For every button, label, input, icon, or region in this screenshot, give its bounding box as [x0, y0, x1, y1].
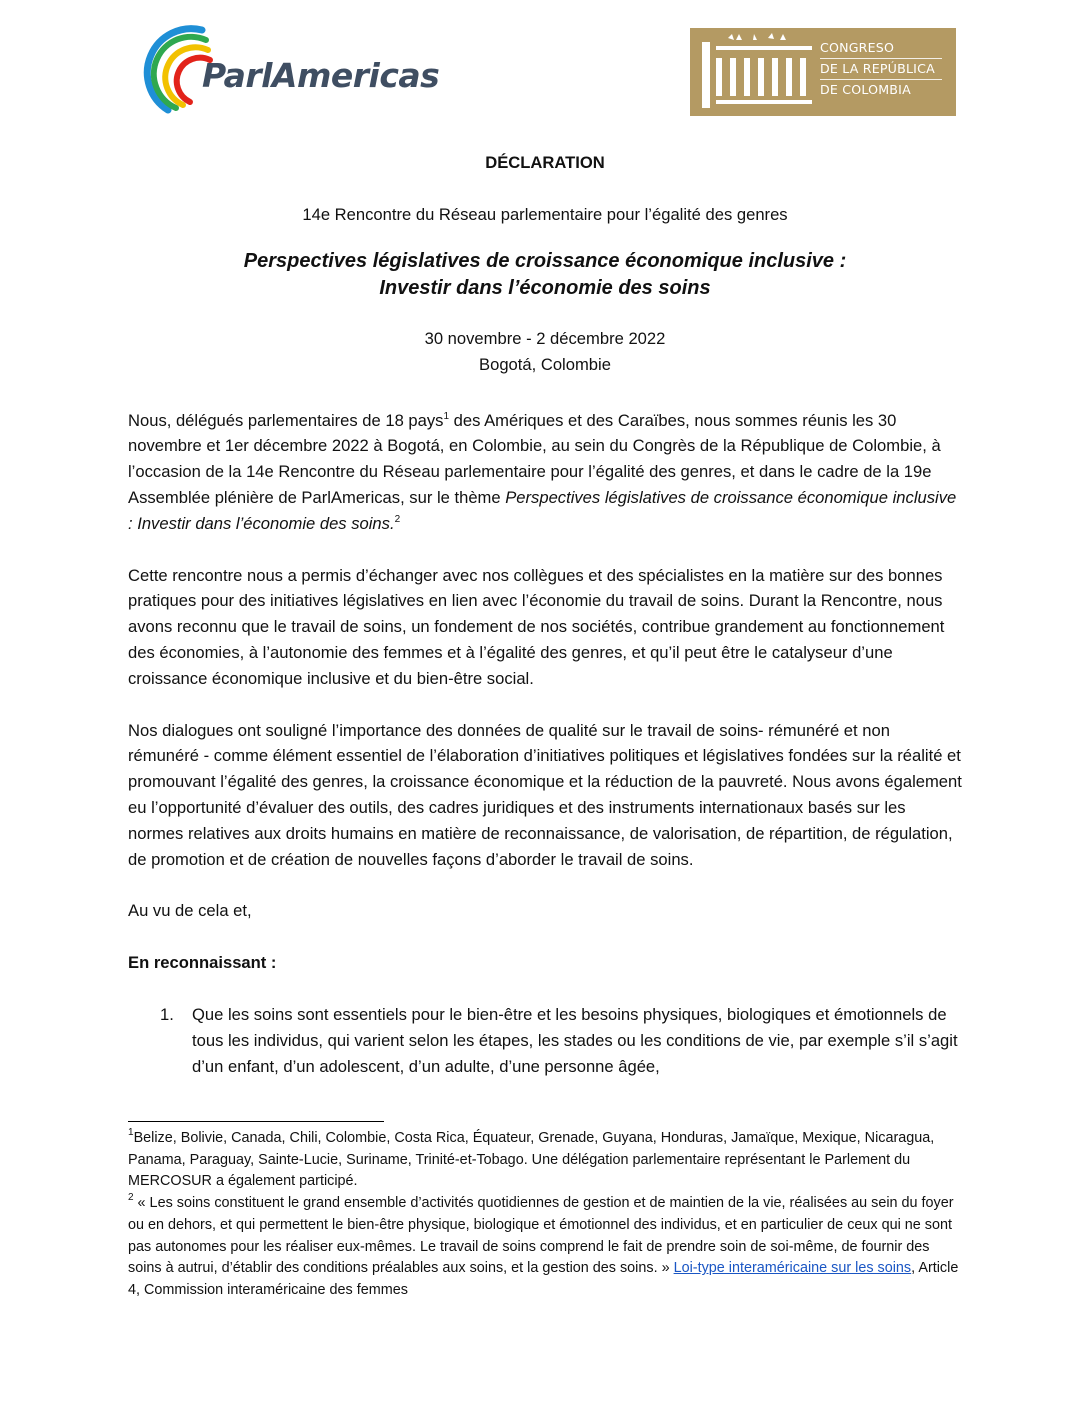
footnote-1: [128, 1128, 962, 1193]
congreso-colombia-logo: [690, 28, 956, 116]
congreso-wordmark: [820, 38, 942, 100]
event-dates: 30 novembre - 2 décembre 2022: [424, 328, 666, 348]
congreso-line-3: DE COLOMBIA: [820, 82, 911, 97]
recognizing-list: [128, 1002, 962, 1079]
paragraph-4: Au vu de cela et,: [128, 901, 252, 921]
list-item-text: Que les soins sont essentiels pour le bien-être et les besoins physiques, biologiques et émotionnels de tous les individus, qui varient selon les étapes, les stades ou les conditions de vie, par exemple s’il s’agit d’un enfant, d’un adolescent, d’un adulte, d’une personne âgée,: [192, 1004, 958, 1076]
footnote-2-after: , Article 4, Commission interaméricaine des femmes: [128, 1260, 959, 1298]
footnote-2-text: « Les soins constituent le grand ensemble d’activités quotidiennes de gestion et de maintien de la vie, réalisées au sein du foyer ou en dehors, et qui permettent le bien-être physique, biologique et émotionnel des individus, et en particulier de ceux qui ne sont pas autonomes pour les réaliser eux-mêmes. Le travail de soins comprend le fait de prendre soin de soi-même, de fournir des soins à autrui, d’établir des conditions préalables aux soins, et la gestion des soins. »: [128, 1195, 954, 1277]
parlamericas-logo: [140, 22, 470, 114]
paragraph-2: Cette rencontre nous a permis d’échanger avec nos collègues et des spécialistes en la matière sur des bonnes pratiques pour des initiatives législatives en lien avec l’économie du travail de soins. Durant la Rencontre, nous avons reconnu que le travail de soins, un fondement de nos sociétés, contribue grandement au fonctionnement des économies, à l’autonomie des femmes et à l’égalité des genres, et qu’il peut être le catalyseur d’une croissance économique inclusive et du bien-être social.: [128, 565, 945, 688]
footnote-ref-1[interactable]: 1: [443, 410, 450, 422]
congreso-line-1: CONGRESO: [820, 38, 942, 59]
date-location: [128, 326, 962, 378]
declaration-title: [128, 248, 962, 302]
paragraph-1-part-a: Nous, délégués parlementaires de 18 pays: [128, 410, 444, 430]
capitol-building-icon: [690, 28, 820, 116]
meeting-name: 14e Rencontre du Réseau parlementaire pour l’égalité des genres: [302, 204, 788, 224]
list-item-number: 1.: [160, 1004, 174, 1024]
footnote-2-number: 2: [128, 1192, 134, 1204]
parlamericas-wordmark: ParlAmericas: [202, 56, 440, 95]
declaration-heading: DÉCLARATION: [485, 153, 605, 172]
footnotes: [128, 1128, 962, 1302]
footnote-separator: [128, 1121, 384, 1122]
paragraph-3: Nos dialogues ont souligné l’importance des données de qualité sur le travail de soins- rémunéré et non rémunéré - comme élément essentiel de l’élaboration d’initiatives politiques et législatives fondées sur la réalité et promouvant l’égalité des genres, la croissance économique et la réduction de la pauvreté. Nous avons également eu l’opportunité d’évaluer des outils, des cadres juridiques et des instruments internationaux basés sur les normes relatives aux droits humains en matière de reconnaissance, de valorisation, de répartition, de régulation, de promotion et de création de nouvelles façons d’aborder le travail de soins.: [128, 720, 962, 869]
paragraph-1: [128, 408, 962, 537]
footnote-1-text: Belize, Bolivie, Canada, Chili, Colombie, Costa Rica, Équateur, Grenade, Guyana, Honduras, Jamaïque, Mexique, Nicaragua, Panama, Paraguay, Sainte-Lucie, Suriname, Trinité-et-Tobago. Une délégation parlementaire représentant le Parlement du MERCOSUR a également participé.: [128, 1130, 935, 1190]
recognizing-heading: En reconnaissant :: [128, 953, 277, 973]
list-item: [160, 1002, 962, 1079]
document-body: [128, 150, 962, 1079]
congreso-line-2: DE LA REPÚBLICA: [820, 59, 942, 80]
footnote-ref-2[interactable]: 2: [394, 513, 401, 525]
model-law-link[interactable]: Loi-type interaméricaine sur les soins: [673, 1260, 912, 1277]
paragraph-1-part-b: des Amériques et des Caraïbes, nous sommes réunis les 30 novembre et 1er décembre 2022 à Bogotá, en Colombie, au sein du Congrès de la République de Colombie, à l’occasion de la 14e Rencontre du Réseau parlementaire pour l’égalité des genres, et dans le cadre de la 19e Assemblée plénière de ParlAmericas, sur le thème: [128, 410, 941, 507]
title-line-1: Perspectives législatives de croissance économique inclusive :: [243, 249, 847, 272]
paragraph-1-theme: Perspectives législatives de croissance économique inclusive : Investir dans l’économie des soins.: [128, 487, 957, 533]
footnote-2: [128, 1193, 962, 1302]
title-line-2: Investir dans l’économie des soins: [379, 276, 711, 299]
footnote-1-number: 1: [128, 1127, 134, 1138]
event-location: Bogotá, Colombie: [479, 354, 611, 374]
